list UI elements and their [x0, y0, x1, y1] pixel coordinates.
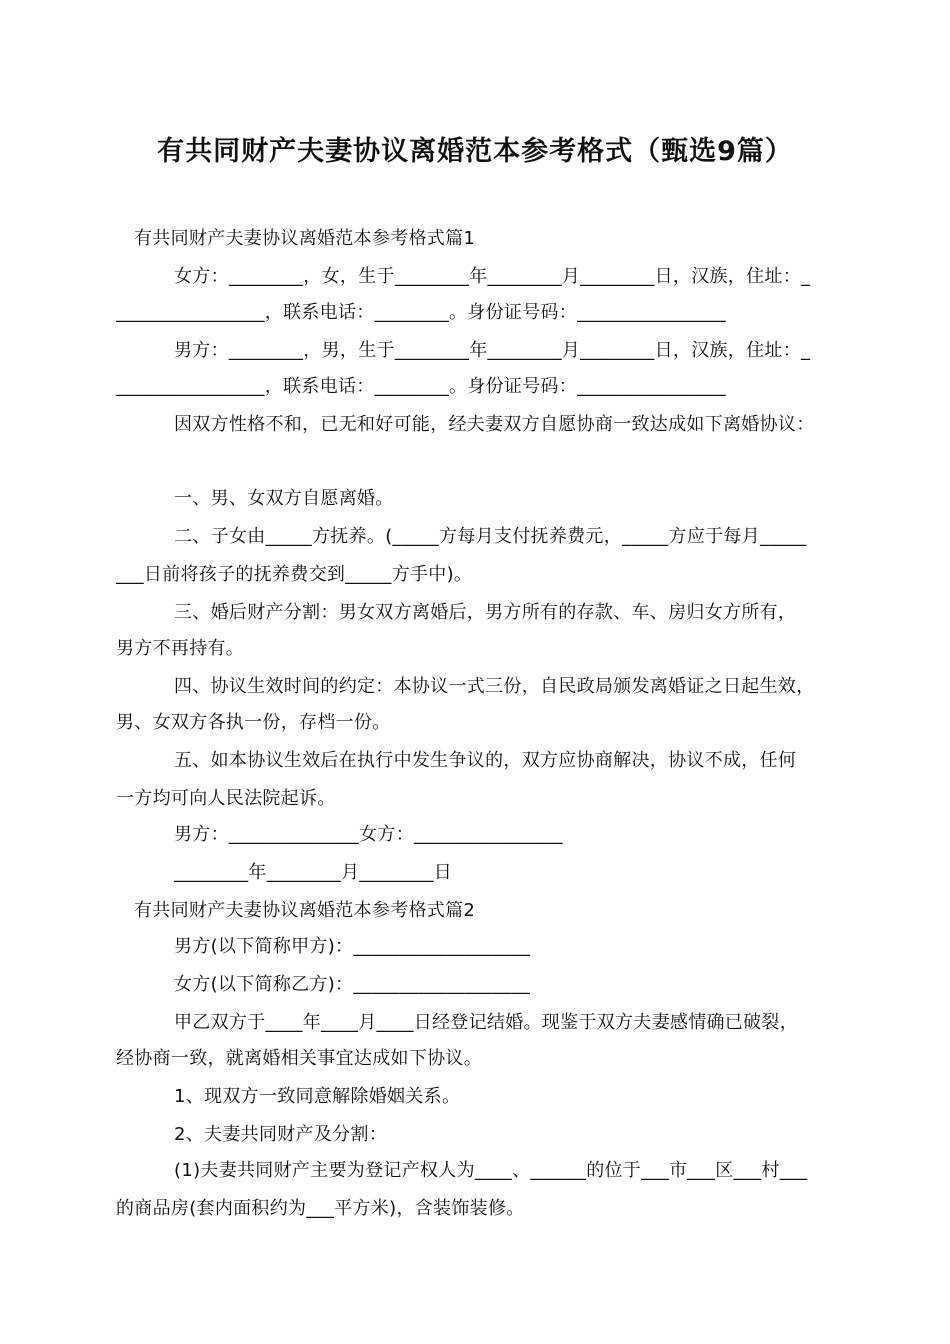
- clause-4-line1: 四、协议生效时间的约定：本协议一式三份，自民政局颁发离婚证之日起生效，: [174, 676, 815, 697]
- clause-3-line2: 男方不再持有。: [116, 638, 245, 659]
- date-line: ________年________月________日: [174, 862, 453, 883]
- party-a-line: 男方(以下简称甲方)：___________________: [174, 936, 531, 957]
- property-sub1-line1: (1)夫妻共同财产主要为登记产权人为____、______的位于___市___区___村___: [174, 1160, 808, 1181]
- female-info-line1: 女方：________，女，生于________年________月________日，汉族，住址：_: [174, 266, 811, 287]
- male-info-line1: 男方：________，男，生于________年________月________日，汉族，住址：_: [174, 340, 811, 361]
- section1-heading: 有共同财产夫妻协议离婚范本参考格式篇1: [134, 228, 476, 249]
- clause-2-line2: ___日前将孩子的抚养费交到_____方手中)。: [116, 564, 473, 585]
- section2-clause-2: 2、夫妻共同财产及分割：: [174, 1124, 388, 1145]
- clause-4-line2: 男、女双方各执一份，存档一份。: [116, 712, 391, 733]
- section2-clause-1: 1、现双方一致同意解除婚姻关系。: [174, 1086, 461, 1107]
- marriage-para-line1: 甲乙双方于____年____月____日经登记结婚。现鉴于双方夫妻感情确已破裂，: [174, 1012, 798, 1033]
- party-b-line: 女方(以下简称乙方)：___________________: [174, 974, 531, 995]
- clause-2-line1: 二、子女由_____方抚养。(_____方每月支付抚养费元，_____方应于每月_____: [174, 526, 807, 547]
- agreement-intro: 因双方性格不和，已无和好可能，经夫妻双方自愿协商一致达成如下离婚协议：: [174, 414, 815, 435]
- clause-3-line1: 三、婚后财产分割：男女双方离婚后，男方所有的存款、车、房归女方所有，: [174, 602, 797, 623]
- clause-1: 一、男、女双方自愿离婚。: [174, 488, 394, 509]
- property-sub1-line2: 的商品房(套内面积约为___平方米)，含装饰装修。: [116, 1198, 525, 1219]
- clause-5-line1: 五、如本协议生效后在执行中发生争议的，双方应协商解决，协议不成，任何: [174, 750, 797, 771]
- document-title: 有共同财产夫妻协议离婚范本参考格式（甄选9篇）: [157, 136, 793, 167]
- section2-heading: 有共同财产夫妻协议离婚范本参考格式篇2: [134, 900, 476, 921]
- clause-5-line2: 一方均可向人民法院起诉。: [116, 788, 336, 809]
- marriage-para-line2: 经协商一致，就离婚相关事宜达成如下协议。: [116, 1048, 482, 1069]
- male-info-line2: ________________，联系电话：________。身份证号码：________________: [116, 376, 726, 397]
- signature-line: 男方：______________女方：________________: [174, 824, 563, 845]
- female-info-line2: ________________，联系电话：________。身份证号码：________________: [116, 302, 726, 323]
